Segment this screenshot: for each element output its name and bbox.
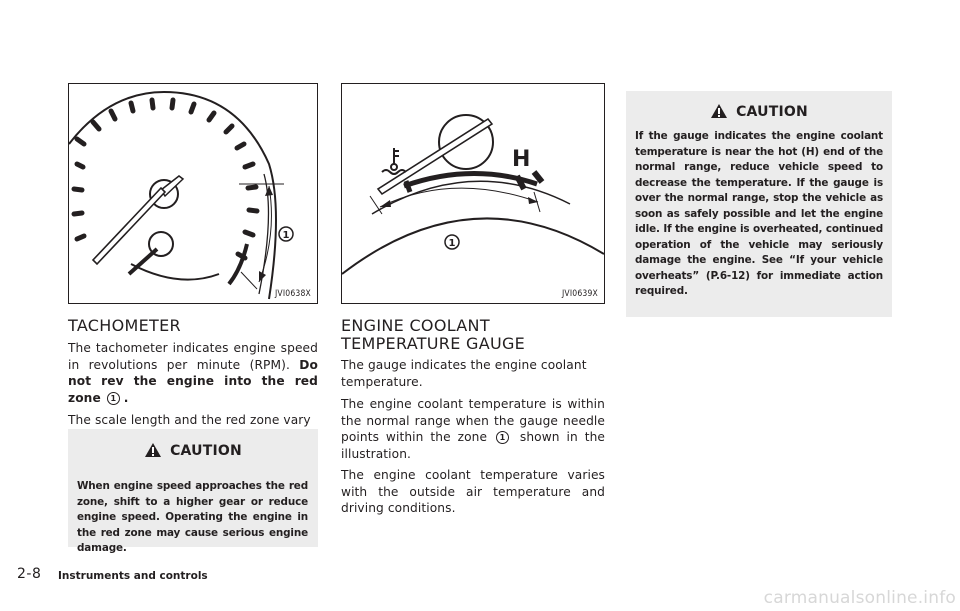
temperature-icon <box>382 148 406 174</box>
caution-text: When engine speed approaches the red zone, shift to a higher gear or reduce engine speed. Operating the engine in the red zone may cause serious engine damage. <box>77 480 308 554</box>
coolant-gauge-drawing <box>342 84 604 303</box>
callout-marker: 1 <box>107 392 120 405</box>
coolant-paragraph-1: The gauge indicates the engine coolant temperature. <box>341 358 587 389</box>
tachometer-drawing <box>69 84 317 303</box>
caution-heading <box>626 103 892 120</box>
caution-title: CAUTION <box>170 443 242 459</box>
caution-box-tachometer <box>68 429 318 554</box>
coolant-gauge-illustration <box>341 83 605 304</box>
page-number: 2-8 <box>17 566 42 582</box>
caution-heading <box>68 442 318 459</box>
section-heading: ENGINE COOLANT TEMPERATURE GAUGE <box>341 316 526 353</box>
warning-triangle-icon <box>710 103 728 119</box>
section-title: Instruments and controls <box>58 570 208 582</box>
warning-triangle-icon <box>144 442 162 458</box>
caution-title: CAUTION <box>736 104 808 120</box>
tachometer-callout: 1 <box>282 230 290 241</box>
tachometer-illustration <box>68 83 318 304</box>
para-text: The engine coolant temperature is within the normal range when the gauge needle points within the zone <box>341 397 605 444</box>
hot-label: H <box>512 147 531 172</box>
caution-box-coolant <box>626 91 892 317</box>
section-heading: TACHOMETER <box>68 316 181 335</box>
tachometer-paragraph-1 <box>68 340 318 406</box>
coolant-callout: 1 <box>448 238 456 249</box>
figure-id: JVI0639X <box>561 289 598 299</box>
caution-text: If the gauge indicates the engine coolant temperature is near the hot (H) end of the normal range, reduce vehicle speed to decrease the temperature. If the gauge is over the normal range, stop the vehicle as soon as safely possible and let the engine idle. If the engine is overheated, continued operation of the vehicle may seriously damage the engine. See “If your vehicle overheats” (P.6-12) for immediate action required. <box>635 130 883 297</box>
para-end: . <box>123 390 129 405</box>
tachometer-paragraph-2: The scale length and the red zone vary <box>68 413 311 427</box>
coolant-paragraph-2 <box>341 396 605 462</box>
figure-id: JVI0638X <box>274 289 311 299</box>
warning-inline-text: Do not rev the engine into the red zone <box>68 357 318 405</box>
coolant-paragraph-3: The engine coolant temperature varies with the outside air temperature and driving conditions. <box>341 468 605 515</box>
para-text: The tachometer indicates engine speed in revolutions per minute (RPM). <box>68 341 318 372</box>
callout-marker: 1 <box>496 431 509 444</box>
para-text: shown in the illustration. <box>341 430 605 461</box>
watermark: carmanualsonline.info <box>763 588 956 608</box>
